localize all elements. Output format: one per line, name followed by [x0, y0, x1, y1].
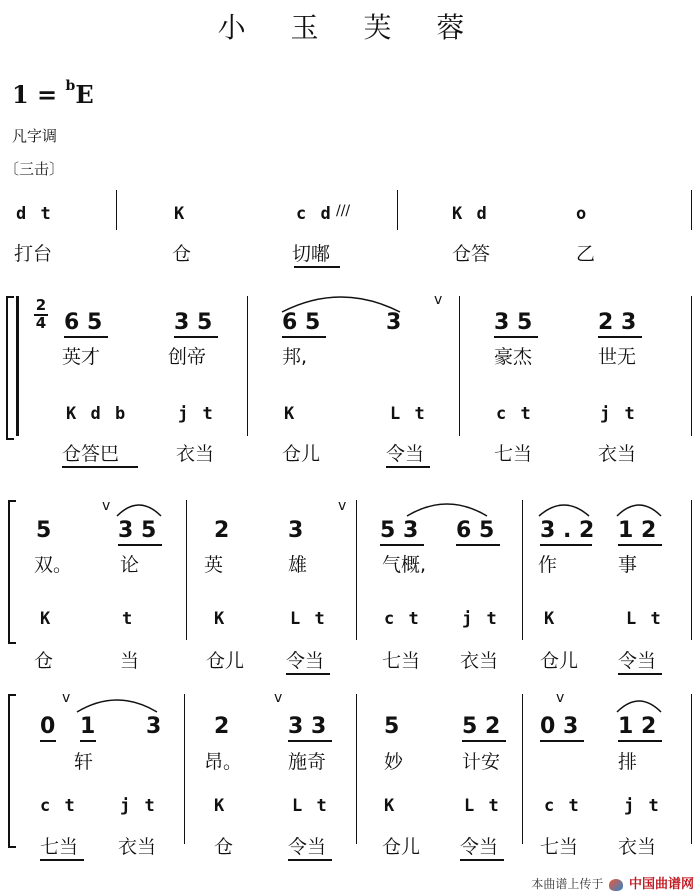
perc-word: 令当 [460, 836, 499, 858]
note-group: 1 2 [618, 518, 657, 543]
perc-symbol: c t [384, 609, 421, 629]
perc-word: 衣当 [176, 443, 215, 465]
intro-word: 切嘟 [292, 243, 331, 265]
lyric: 豪杰 [494, 346, 533, 368]
underline [80, 740, 96, 742]
note-group: 3 [146, 714, 162, 739]
barline [116, 190, 117, 230]
barline [356, 500, 357, 640]
perc-word: 七当 [494, 443, 533, 465]
system-bracket [6, 296, 14, 440]
perc-word: 令当 [288, 836, 327, 858]
note-group: 1 2 [618, 714, 657, 739]
perc-word: 仓儿 [382, 836, 421, 858]
barline [691, 500, 692, 640]
barline [691, 296, 692, 436]
barline [691, 694, 692, 844]
barline [186, 500, 187, 640]
note-group: 6 5 [282, 310, 321, 335]
underline [64, 336, 108, 338]
time-signature: 2 4 [35, 296, 47, 332]
underline [282, 336, 326, 338]
perc-word: 衣当 [118, 836, 157, 858]
breath-mark: v [556, 690, 565, 706]
perc-word: 七当 [540, 836, 579, 858]
underline [618, 544, 662, 546]
note-group: 2 [214, 714, 230, 739]
perc-word: 仓 [34, 650, 54, 672]
barline [16, 296, 19, 436]
slur [404, 498, 490, 518]
breath-mark: v [338, 498, 347, 514]
perc-symbol: c t [544, 796, 581, 816]
perc-symbol: L t [290, 609, 327, 629]
note-group: 3 5 [118, 518, 157, 543]
lyric: 作 [538, 554, 558, 576]
intro-word: 仓答 [452, 243, 491, 265]
underline [288, 859, 332, 861]
intro-label: 〔三击〕 [4, 160, 65, 178]
perc-word: 仓儿 [206, 650, 245, 672]
barline [691, 190, 692, 230]
perc-symbol: K [384, 796, 397, 816]
perc-symbol: K [544, 609, 557, 629]
intro-word: 乙 [576, 243, 596, 265]
perc-symbol: L t [390, 404, 427, 424]
underline [460, 859, 504, 861]
barline [247, 296, 248, 436]
underline [598, 336, 642, 338]
intro-perc: o [576, 204, 589, 224]
underline [40, 740, 56, 742]
underline [456, 544, 500, 546]
lyric: 雄 [288, 554, 308, 576]
perc-symbol: j t [600, 404, 637, 424]
note-group: 3 [386, 310, 402, 335]
intro-perc: K [174, 204, 187, 224]
barline [184, 694, 185, 844]
page-title: 小 玉 芙 蓉 [217, 11, 483, 44]
lyric: 事 [618, 554, 638, 576]
mode-label: 凡字调 [12, 127, 58, 145]
perc-symbol: j t [178, 404, 215, 424]
perc-symbol: j t [120, 796, 157, 816]
system-bracket [8, 694, 16, 848]
note-group: 0 [40, 714, 56, 739]
perc-symbol: K d b [66, 404, 128, 424]
note-group: 3 5 [494, 310, 533, 335]
lyric: 论 [120, 554, 140, 576]
underline [380, 544, 424, 546]
perc-word: 仓答巴 [62, 443, 120, 465]
site-watermark: 本曲谱上传于 中国曲谱网 [531, 877, 694, 892]
lyric: 气概, [382, 554, 427, 576]
lyric: 英 [204, 554, 224, 576]
intro-perc: d t [16, 204, 53, 224]
lyric: 昂。 [204, 751, 243, 773]
note-group: 5 [36, 518, 52, 543]
slur [114, 498, 164, 518]
perc-word: 衣当 [618, 836, 657, 858]
lyric: 计安 [462, 751, 501, 773]
barline [397, 190, 398, 230]
breath-mark: v [62, 690, 71, 706]
perc-word: 七当 [40, 836, 79, 858]
intro-perc: c d [296, 204, 333, 224]
intro-word: 仓 [172, 243, 192, 265]
perc-symbol: K [40, 609, 53, 629]
underline [540, 740, 584, 742]
underline [618, 673, 662, 675]
perc-word: 当 [120, 650, 140, 672]
note-group: 5 [384, 714, 400, 739]
perc-word: 仓儿 [282, 443, 321, 465]
perc-word: 仓 [214, 836, 234, 858]
note-group: 5 2 [462, 714, 501, 739]
underline [462, 740, 506, 742]
slur [536, 498, 592, 518]
note-group: 2 [214, 518, 230, 543]
tremolo-mark: /// [336, 203, 351, 219]
barline [522, 694, 523, 844]
perc-word: 令当 [286, 650, 325, 672]
underline [62, 466, 138, 468]
note-group: 2 3 [598, 310, 637, 335]
slur [74, 694, 160, 714]
note-group: 1 [80, 714, 96, 739]
note-group: 6 5 [64, 310, 103, 335]
key-signature: 1 = $^b$E [12, 78, 94, 109]
perc-symbol: K [214, 609, 227, 629]
lyric: 轩 [74, 751, 94, 773]
underline [286, 673, 330, 675]
intro-word: 打台 [14, 243, 53, 265]
note-group: 3 5 [174, 310, 213, 335]
perc-word: 衣当 [598, 443, 637, 465]
lyric: 排 [618, 751, 638, 773]
breath-mark: v [434, 292, 443, 308]
barline [356, 694, 357, 844]
underline [386, 466, 430, 468]
note-group: 3 [288, 518, 304, 543]
note-group: 0 3 [540, 714, 579, 739]
lyric: 英才 [62, 346, 101, 368]
underline [294, 266, 340, 268]
perc-symbol: j t [624, 796, 661, 816]
underline [540, 544, 592, 546]
perc-symbol: K [214, 796, 227, 816]
perc-symbol: j t [462, 609, 499, 629]
perc-word: 衣当 [460, 650, 499, 672]
slur [614, 694, 664, 714]
underline [618, 740, 662, 742]
lyric: 创帝 [168, 346, 207, 368]
note-group: 3 . 2 [540, 518, 595, 543]
perc-symbol: L t [464, 796, 501, 816]
lyric: 妙 [384, 751, 404, 773]
barline [522, 500, 523, 640]
underline [118, 544, 162, 546]
underline [40, 859, 84, 861]
perc-word: 令当 [618, 650, 657, 672]
perc-word: 令当 [386, 443, 425, 465]
underline [288, 740, 332, 742]
perc-symbol: t [122, 609, 135, 629]
breath-mark: v [274, 690, 283, 706]
barline [459, 296, 460, 436]
slur [614, 498, 664, 518]
system-bracket [8, 500, 16, 644]
perc-symbol: c t [40, 796, 77, 816]
note-group: 3 3 [288, 714, 327, 739]
intro-perc: K d [452, 204, 489, 224]
site-logo-icon [609, 879, 623, 891]
perc-word: 七当 [382, 650, 421, 672]
underline [174, 336, 218, 338]
lyric: 邦, [282, 346, 308, 368]
perc-symbol: L t [292, 796, 329, 816]
perc-symbol: K [284, 404, 297, 424]
perc-symbol: L t [626, 609, 663, 629]
lyric: 施奇 [288, 751, 327, 773]
lyric: 世无 [598, 346, 637, 368]
note-group: 6 5 [456, 518, 495, 543]
underline [494, 336, 538, 338]
breath-mark: v [102, 498, 111, 514]
perc-symbol: c t [496, 404, 533, 424]
lyric: 双。 [34, 554, 73, 576]
perc-word: 仓儿 [540, 650, 579, 672]
note-group: 5 3 [380, 518, 419, 543]
